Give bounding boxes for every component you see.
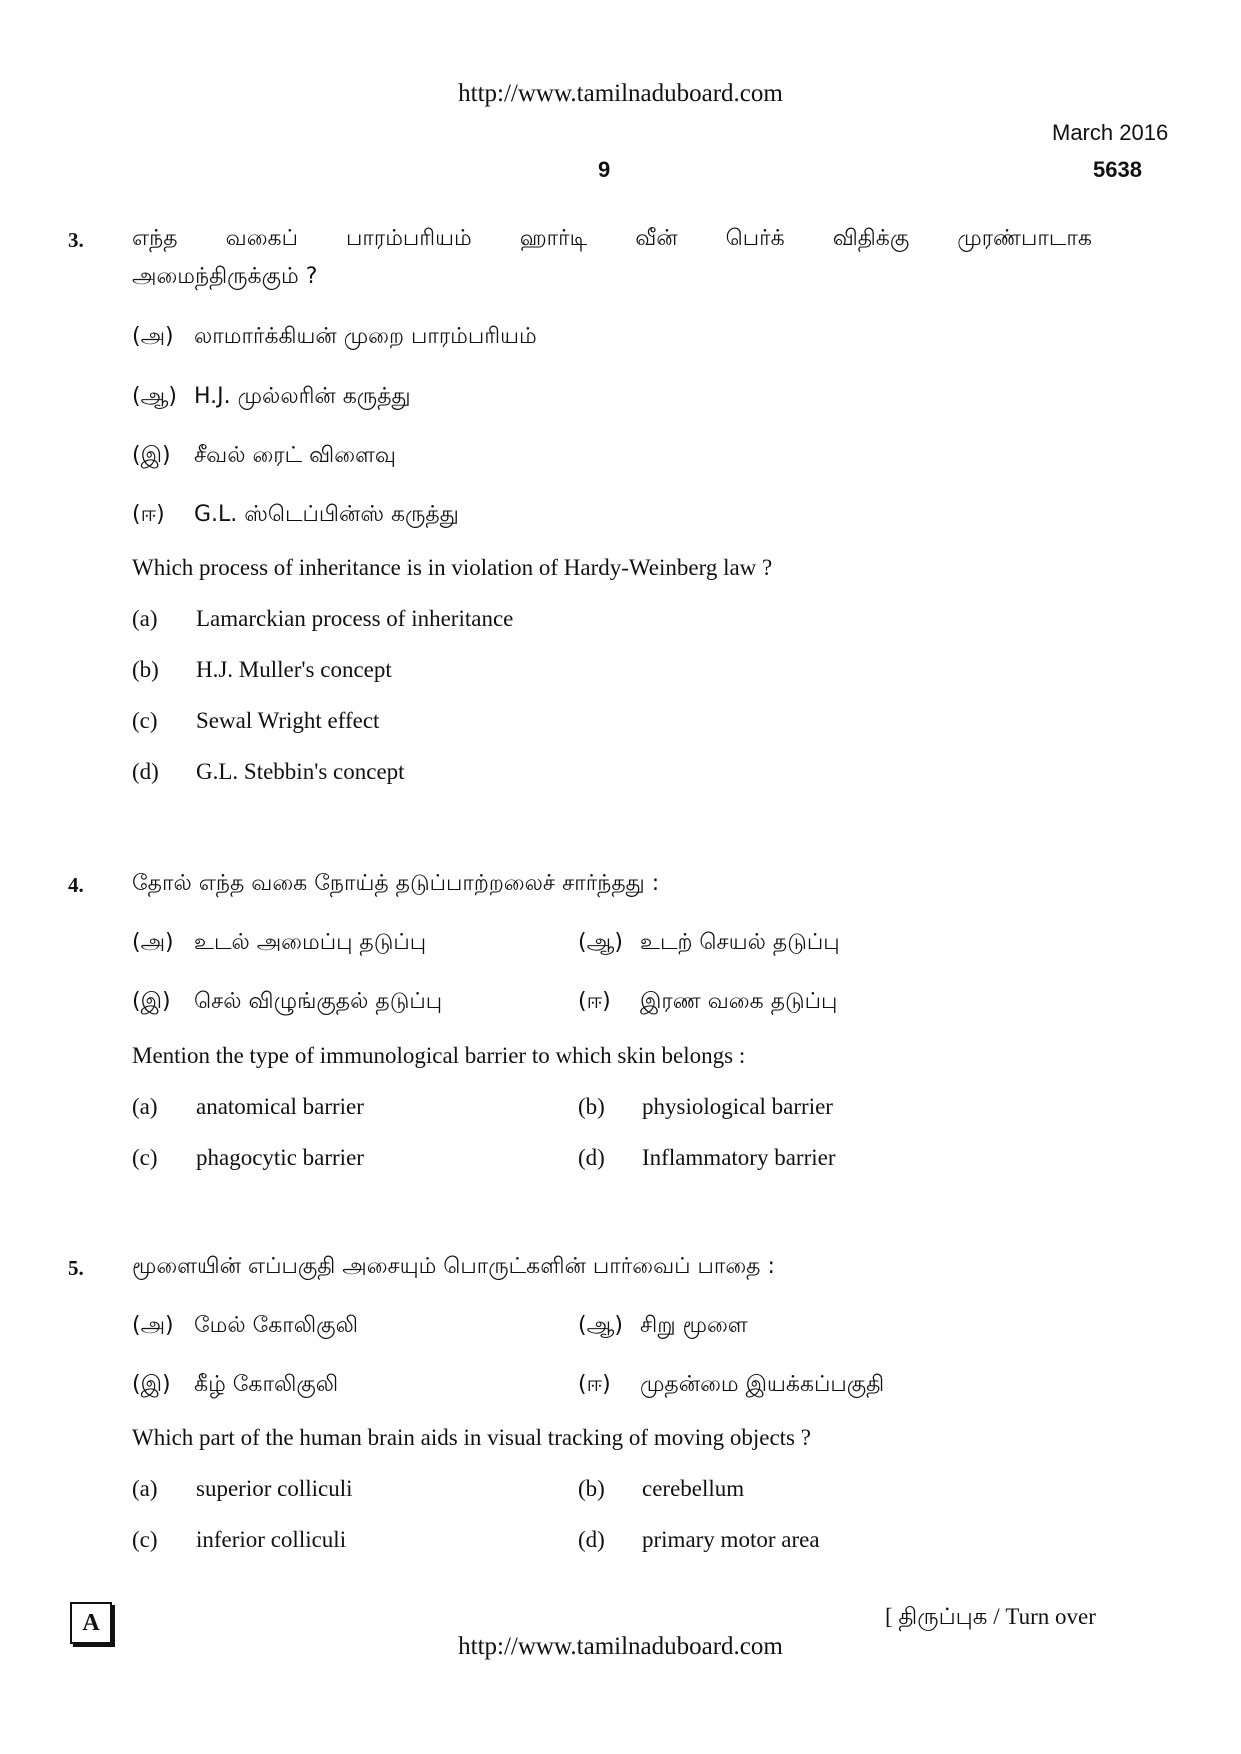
option-text: கீழ் கோலிகுலி: [194, 1372, 339, 1397]
option-text: anatomical barrier: [196, 1094, 364, 1119]
option-text: Inflammatory barrier: [642, 1145, 836, 1170]
option-label: (அ): [132, 930, 174, 955]
option-label: (a): [132, 606, 158, 631]
english-option: [132, 708, 379, 734]
option-label: (அ): [132, 324, 174, 349]
option-label: (d): [578, 1527, 605, 1552]
option-text: phagocytic barrier: [196, 1145, 364, 1170]
option-text: G.L. ஸ்டெப்பின்ஸ் கருத்து: [194, 502, 459, 527]
tamil-question: மூளையின் எப்பகுதி அசையும் பொருட்களின் பார்வைப் பாதை :: [132, 1254, 775, 1279]
option-label: (b): [578, 1476, 605, 1501]
option-text: உடற் செயல் தடுப்பு: [640, 930, 840, 955]
option-label: (இ): [132, 989, 171, 1014]
page-number: 9: [598, 157, 611, 182]
option-text: சீவல் ரைட் விளைவு: [194, 443, 396, 468]
exam-date: March 2016: [1052, 120, 1169, 145]
option-label: (ஈ): [132, 502, 165, 527]
option-label: (ஆ): [578, 930, 623, 955]
tamil-option: [132, 502, 459, 530]
option-text: Lamarckian process of inheritance: [196, 606, 514, 631]
paper-code: 5638: [1093, 157, 1142, 182]
tamil-option: [132, 1313, 358, 1341]
english-option: [132, 1476, 353, 1502]
option-text: primary motor area: [642, 1527, 820, 1552]
english-question: Mention the type of immunological barrier to which skin belongs :: [132, 1043, 746, 1068]
tamil-option: [578, 1313, 748, 1341]
option-label: (c): [132, 1145, 158, 1170]
option-label: (இ): [132, 1372, 171, 1397]
tamil-question: எந்த வகைப் பாரம்பரியம் ஹார்டி வீன் பெர்க் விதிக்கு முரண்பாடாக: [132, 226, 1092, 251]
english-option: [132, 606, 513, 632]
option-text: cerebellum: [642, 1476, 745, 1501]
option-text: Sewal Wright effect: [196, 708, 380, 733]
option-label: (c): [132, 1527, 158, 1552]
tamil-option: [132, 1372, 338, 1400]
tamil-question-cont: அமைந்திருக்கும் ?: [132, 264, 318, 289]
english-option: [578, 1476, 744, 1502]
footer-url: http://www.tamilnaduboard.com: [458, 1633, 783, 1660]
english-option: [132, 1527, 346, 1553]
english-option: [132, 657, 392, 683]
option-label: (இ): [132, 443, 171, 468]
option-text: inferior colliculi: [196, 1527, 347, 1552]
option-text: லாமார்க்கியன் முறை பாரம்பரியம்: [194, 324, 537, 349]
option-text: G.L. Stebbin's concept: [196, 759, 405, 784]
option-label: (a): [132, 1476, 158, 1501]
option-text: முதன்மை இயக்கப்பகுதி: [640, 1372, 885, 1397]
question-number: 4.: [68, 873, 84, 897]
option-label: (d): [132, 759, 159, 784]
option-text: உடல் அமைப்பு தடுப்பு: [194, 930, 427, 955]
header-url: http://www.tamilnaduboard.com: [458, 80, 783, 107]
english-question: Which part of the human brain aids in visual tracking of moving objects ?: [132, 1425, 811, 1450]
tamil-option: [132, 384, 411, 412]
option-text: செல் விழுங்குதல் தடுப்பு: [194, 989, 443, 1014]
tamil-option: [132, 324, 537, 352]
option-label: (அ): [132, 1313, 174, 1338]
version-box: A: [70, 1602, 112, 1644]
option-label: (b): [578, 1094, 605, 1119]
option-text: மேல் கோலிகுலி: [194, 1313, 359, 1338]
option-text: இரண வகை தடுப்பு: [640, 989, 838, 1014]
english-option: [578, 1527, 820, 1553]
option-label: (d): [578, 1145, 605, 1170]
option-text: H.J. Muller's concept: [196, 657, 392, 682]
tamil-option: [132, 930, 426, 958]
english-option: [132, 1094, 364, 1120]
option-label: (c): [132, 708, 158, 733]
tamil-option: [578, 989, 837, 1017]
option-label: (a): [132, 1094, 158, 1119]
english-option: [578, 1094, 833, 1120]
option-label: (ஆ): [578, 1313, 623, 1338]
turn-over: [ திருப்புக / Turn over: [885, 1604, 1096, 1629]
option-label: (ஆ): [132, 384, 177, 409]
option-text: superior colliculi: [196, 1476, 353, 1501]
option-text: சிறு மூளை: [640, 1313, 748, 1338]
option-label: (ஈ): [578, 1372, 611, 1397]
question-number: 3.: [68, 228, 84, 252]
option-text: physiological barrier: [642, 1094, 833, 1119]
english-option: [578, 1145, 836, 1171]
tamil-option: [578, 1372, 884, 1400]
tamil-option: [132, 989, 442, 1017]
tamil-option: [132, 443, 396, 471]
tamil-question: தோல் எந்த வகை நோய்த் தடுப்பாற்றலைச் சார்ந்தது :: [132, 871, 660, 896]
english-option: [132, 759, 405, 785]
option-label: (b): [132, 657, 159, 682]
option-text: H.J. முல்லரின் கருத்து: [194, 384, 411, 409]
tamil-option: [578, 930, 840, 958]
english-option: [132, 1145, 364, 1171]
english-question: Which process of inheritance is in violation of Hardy-Weinberg law ?: [132, 555, 773, 580]
question-number: 5.: [68, 1256, 84, 1280]
option-label: (ஈ): [578, 989, 611, 1014]
